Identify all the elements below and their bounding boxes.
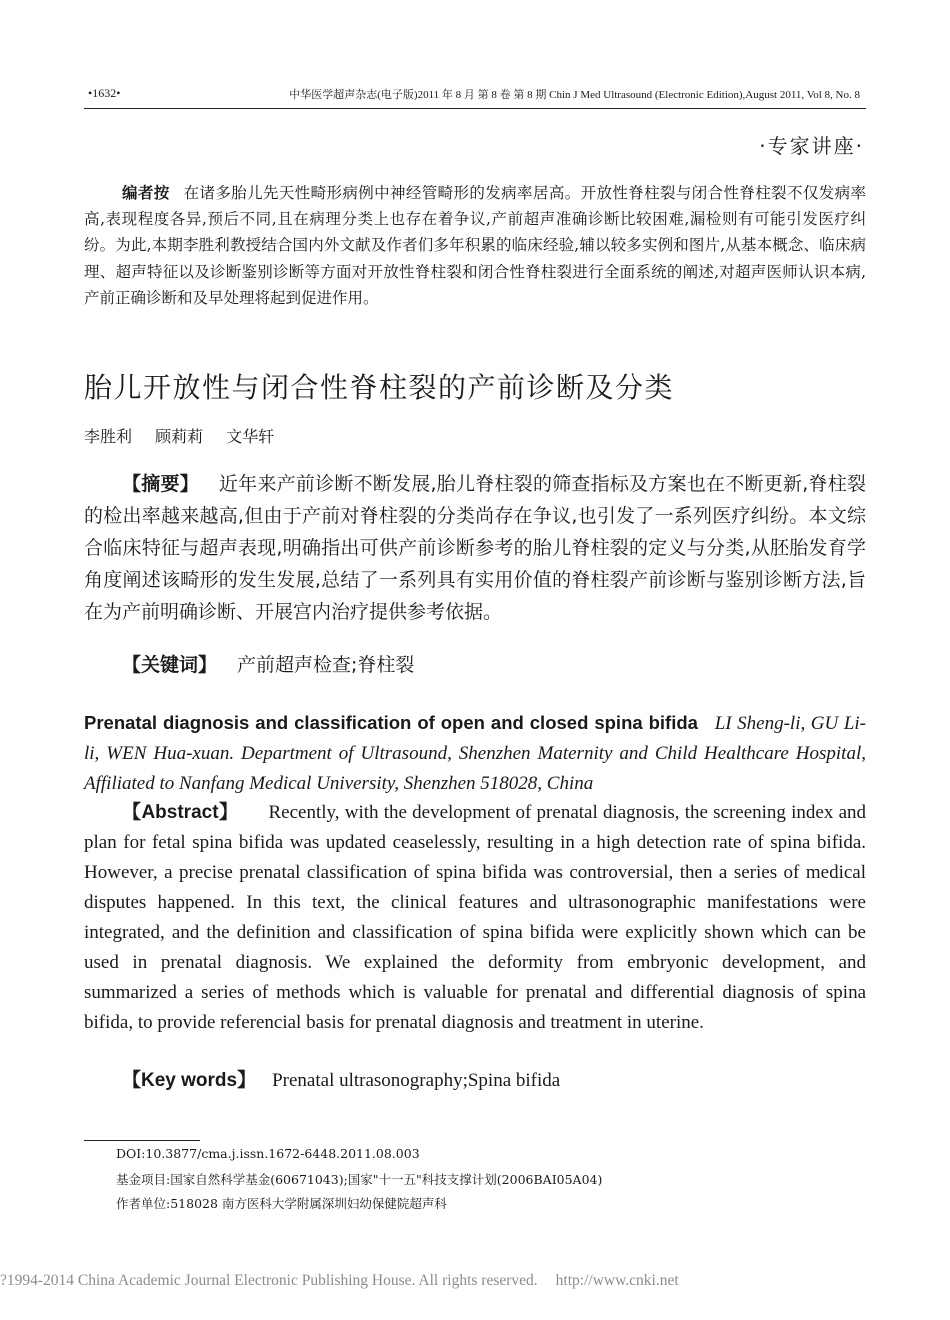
editor-note-text: 在诸多胎儿先天性畸形病例中神经管畸形的发病率居高。开放性脊柱裂与闭合性脊柱裂不仅发病率高,表现程度各异,预后不同,且在病理分类上也存在着争议,产前超声准确诊断比较困难,漏检则有可能引发医疗纠纷。为此,本期李胜利教授结合国内外文献及作者们多年积累的临床经验,辅以较多实例和图片,从基本概念、临床病理、超声特征以及诊断鉴别诊断等方面对开放性脊柱裂和闭合性脊柱裂进行全面系统的阐述,对超声医师认识本病,产前正确诊断和及早处理将起到促进作用。 bbox=[84, 184, 866, 307]
english-keywords bbox=[84, 1065, 560, 1092]
english-title: Prenatal diagnosis and classification of open and closed spina bifida bbox=[84, 712, 698, 733]
running-header bbox=[84, 86, 866, 109]
editor-note bbox=[84, 180, 866, 311]
author-cn: 文华轩 bbox=[226, 427, 275, 446]
footnote-fund: 基金项目:国家自然科学基金(60671043);国家"十一五"科技支撑计划(2006BAI05A04) bbox=[116, 1172, 603, 1187]
english-abstract-label: 【Abstract】 bbox=[122, 802, 239, 823]
footnote-affiliation: 作者单位:518028 南方医科大学附属深圳妇幼保健院超声科 bbox=[116, 1196, 447, 1211]
copyright-line bbox=[0, 1272, 679, 1290]
keywords-cn bbox=[84, 650, 414, 677]
copyright-text: ?1994-2014 China Academic Journal Electronic Publishing House. All rights reserved. bbox=[0, 1272, 538, 1289]
article-title: 胎儿开放性与闭合性脊柱裂的产前诊断及分类 bbox=[84, 371, 675, 404]
footnote-doi: DOI:10.3877/cma.j.issn.1672-6448.2011.08.003 bbox=[116, 1146, 420, 1161]
page-number: •1632• bbox=[88, 86, 121, 100]
journal-info: 中华医学超声杂志(电子版)2011 年 8 月 第 8 卷 第 8 期 Chin J Med Ultrasound (Electronic Edition),August 2011, Vol 8, No. 8 bbox=[289, 89, 860, 101]
authors-cn bbox=[84, 424, 292, 447]
english-authors: LI Sheng-li, GU Li-li, WEN Hua-xuan. Department of Ultrasound, Shenzhen Maternity and Child Healthcare Hospital, Affiliated to Nanfang Medical University, Shenzhen 518028, China bbox=[84, 713, 866, 794]
abstract-cn-label: 【摘要】 bbox=[122, 473, 199, 495]
abstract-cn bbox=[84, 468, 866, 628]
keywords-cn-text: 产前超声检查;脊柱裂 bbox=[237, 654, 415, 676]
abstract-cn-text: 近年来产前诊断不断发展,胎儿脊柱裂的筛查指标及方案也在不断更新,脊柱裂的检出率越来越高,但由于产前对脊柱裂的分类尚存在争议,也引发了一系列医疗纠纷。本文综合临床特征与超声表现,明确指出可供产前诊断参考的胎儿脊柱裂的定义与分类,从胚胎发育学角度阐述该畸形的发生发展,总结了一系列具有实用价值的脊柱裂产前诊断与鉴别诊断方法,旨在为产前明确诊断、开展宫内治疗提供参考依据。 bbox=[84, 473, 866, 623]
footnote-rule bbox=[84, 1140, 200, 1141]
english-title-block bbox=[84, 708, 866, 799]
english-abstract-text: Recently, with the development of prenatal diagnosis, the screening index and plan for fetal spina bifida was updated ceaselessly, resulting in a high detection rate of spina bifida. However, a precise prenatal classification of spina bifida was controversial, then a series of medical disputes happened. In this text, the clinical features and ultrasonographic manifestations were integrated, and the definition and classification of spina bifida were explicitly shown which can be used in prenatal diagnosis. We explained the deformity from embryonic development, and summarized a series of methods which is valuable for prenatal and differential diagnosis of spina bifida, to provide referencial basis for prenatal diagnosis and treatment in uterine. bbox=[84, 802, 867, 1033]
author-cn: 顾莉莉 bbox=[155, 427, 204, 446]
english-abstract bbox=[84, 798, 866, 1038]
editor-note-label: 编者按 bbox=[122, 184, 170, 202]
keywords-cn-label: 【关键词】 bbox=[122, 654, 218, 676]
author-cn: 李胜利 bbox=[84, 427, 133, 446]
english-keywords-label: 【Key words】 bbox=[122, 1070, 257, 1091]
column-label: ·专家讲座· bbox=[759, 134, 864, 158]
english-keywords-text: Prenatal ultrasonography;Spina bifida bbox=[272, 1070, 561, 1091]
copyright-url: http://www.cnki.net bbox=[555, 1272, 679, 1289]
